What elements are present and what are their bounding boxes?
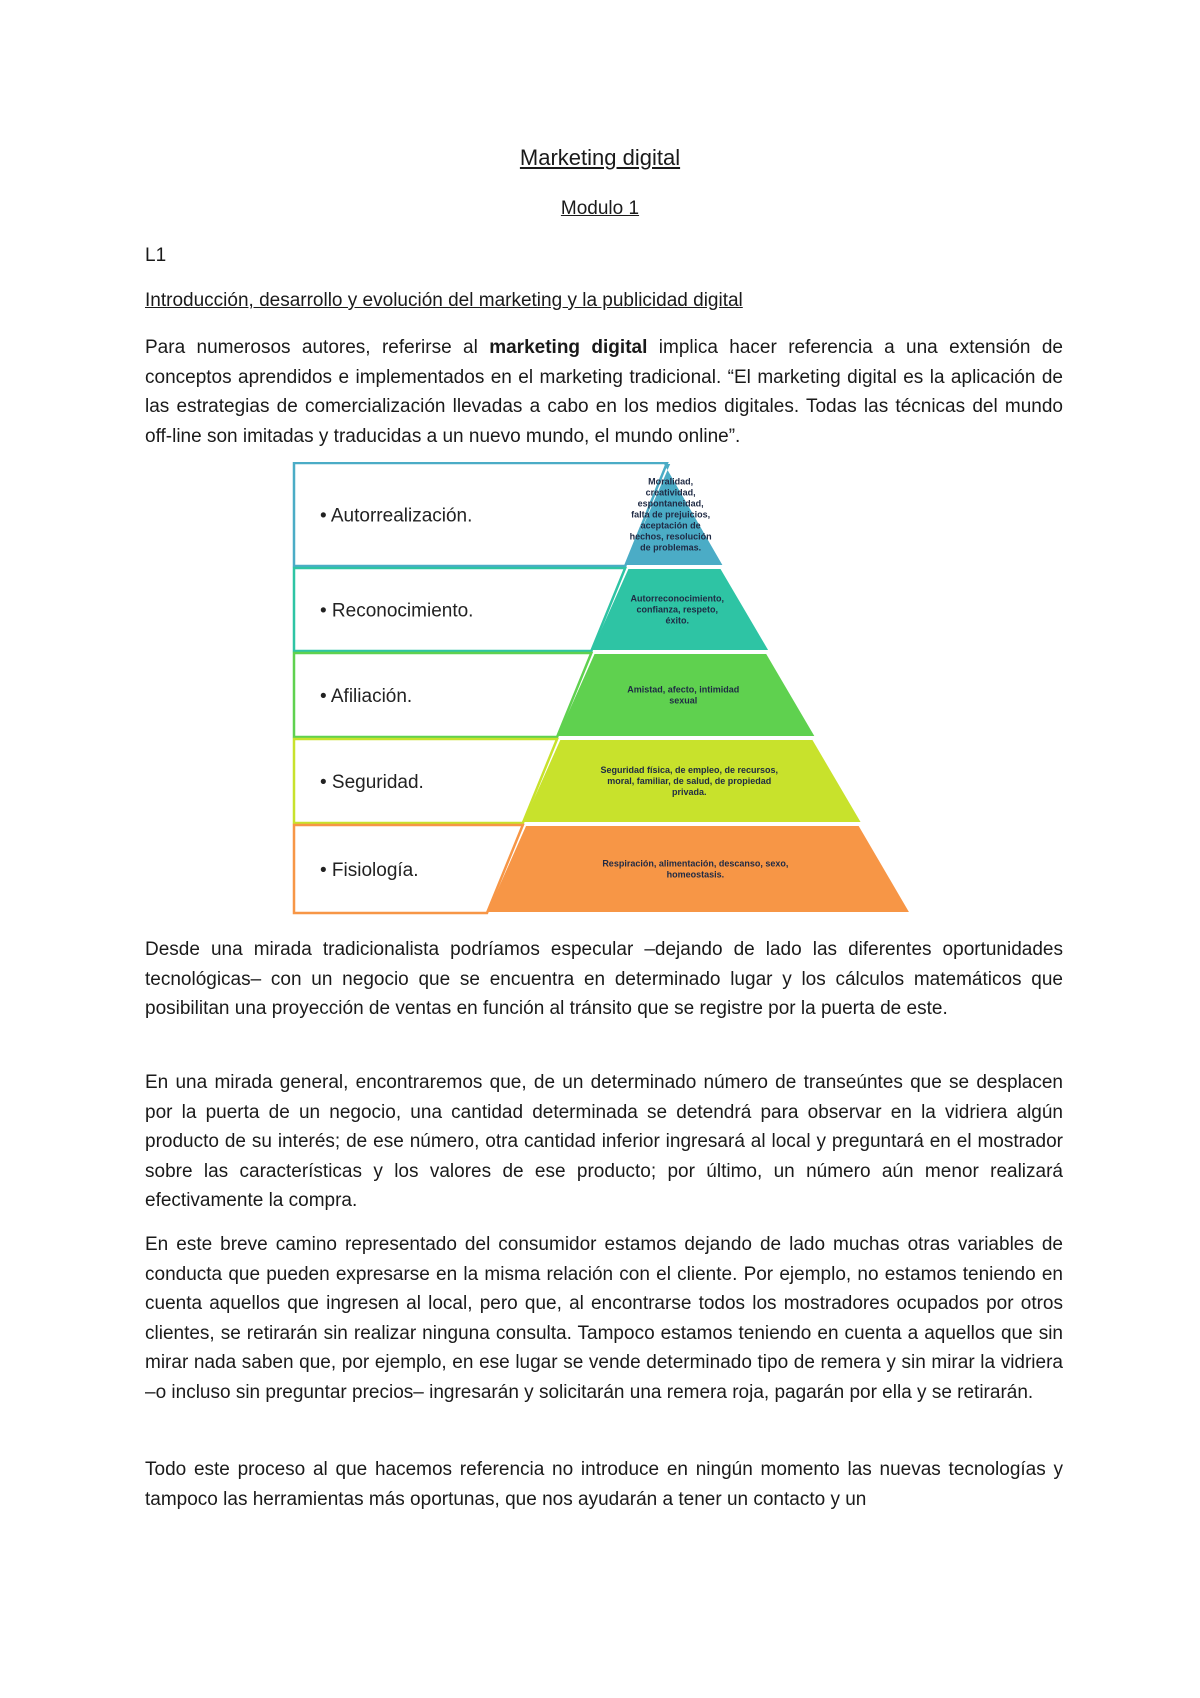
lesson-label: L1 [145, 245, 167, 266]
level-description-line: sexual [669, 695, 698, 706]
pyramid-level-3 [294, 653, 814, 737]
paragraph-consumer-path: En este breve camino representado del consumidor estamos dejando de lado muchas otras variables de conducta que pueden expresarse en la misma relación con el cliente. Por ejemplo, no estamos teniendo en cuenta aquellos que ingresen al local, pero que, al encontrarse todos los mostradores ocupados por otros clientes, se retirarán sin realizar ninguna consulta. Tampoco estamos teniendo en cuenta a aquellos que sin mirar nada saben que, por ejemplo, en ese lugar se vende determinado tipo de remera y sin mirar la vidriera –o incluso sin preguntar precios– ingresarán y solicitarán una remera roja, pagarán por ella y se retirarán. [145, 1234, 1063, 1403]
level-description-line: Respiración, alimentación, descanso, sexo, [602, 858, 789, 869]
level-description-line: moral, familiar, de salud, de propiedad [607, 776, 772, 786]
pyramid-level-5 [294, 825, 909, 913]
module-subtitle: Modulo 1 [560, 198, 640, 219]
level-description-line: homeostasis. [666, 869, 725, 880]
pyramid-level-1 [294, 463, 722, 566]
level-description-line: aceptación de [640, 520, 701, 531]
level-label: • Reconocimiento. [320, 600, 474, 622]
level-description-line: privada. [671, 787, 707, 797]
level-description-line: confianza, respeto, [636, 604, 719, 615]
pyramid-level-2 [294, 568, 768, 651]
intro-text-start: Para numerosos autores, referirse al [145, 337, 490, 358]
needs-pyramid-figure [292, 462, 912, 916]
paragraph-process: Todo este proceso al que hacemos referencia no introduce en ningún momento las nuevas tecnologías y tampoco las herramientas más oportunas, que nos ayudarán a tener un contacto y un [145, 1459, 1063, 1510]
level-description-line: de problemas. [640, 542, 702, 553]
level-description-line: espontaneidad, [637, 498, 704, 509]
document-title: Marketing digital [519, 145, 681, 170]
level-label: • Autorrealización. [320, 505, 473, 527]
intro-text-end: implica hacer referencia a una extensión de conceptos aprendidos e implementados en el marketing tradicional. “El marketing digital es la aplicación de las estrategias de comercialización llevadas a cabo en los medios digitales. Todas las técnicas del mundo off-line son imitadas y traducidas a un nuevo mundo, el mundo online”. [145, 337, 1064, 447]
level-description-line: Amistad, afecto, intimidad [627, 684, 740, 695]
level-description-line: hechos, resolución [629, 531, 712, 542]
level-label: • Seguridad. [320, 772, 424, 793]
pyramid-level-4 [294, 739, 861, 823]
level-description-line: falta de prejuicios, [631, 509, 711, 520]
level-description-line: Autorreconocimiento, [630, 593, 725, 604]
section-heading: Introducción, desarrollo y evolución del marketing y la publicidad digital [145, 290, 743, 311]
paragraph-traditional-view: Desde una mirada tradicionalista podríamos especular –dejando de lado las diferentes oportunidades tecnológicas– con un negocio que se encuentra en determinado lugar y los cálculos matemáticos que posibilitan una proyección de ventas en función al tránsito que se registre por la puerta de este. [145, 939, 1063, 1019]
needs-pyramid-diagram [292, 462, 912, 916]
level-description-line: Moralidad, [648, 476, 694, 487]
level-description-line: Seguridad física, de empleo, de recursos, [600, 765, 779, 775]
paragraph-general-view: En una mirada general, encontraremos que, de un determinado número de transeúntes que se desplacen por la puerta de un negocio, una cantidad determinada se detendrá para observar en la vidriera algún producto de su interés; de ese número, otra cantidad inferior ingresará al local y preguntará en el mostrador sobre las características y los valores de ese producto; por último, un número aún menor realizará efectivamente la compra. [145, 1072, 1063, 1211]
level-label: • Fisiología. [320, 860, 419, 881]
level-description-line: creatividad, [645, 487, 696, 498]
intro-paragraph [145, 333, 1063, 451]
level-description-line: éxito. [665, 615, 690, 626]
level-label: • Afiliación. [320, 686, 413, 707]
intro-bold-term: marketing digital [489, 337, 648, 358]
